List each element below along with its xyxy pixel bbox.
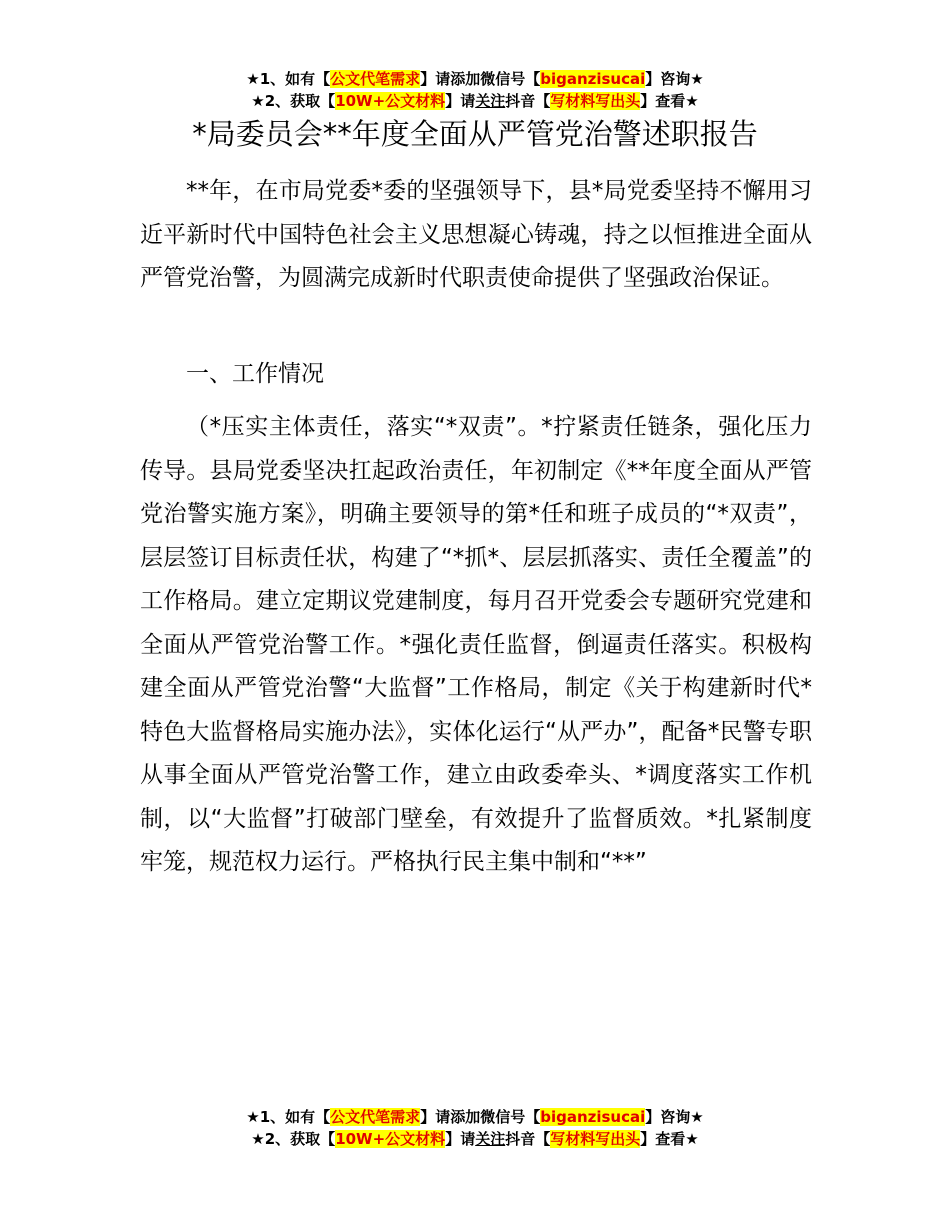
promo-underline: 关注 (475, 92, 506, 110)
promo-highlight: biganzisucai (540, 1108, 646, 1126)
body-paragraph-wrap (140, 406, 812, 885)
section-heading: 一、工作情况 (186, 361, 324, 387)
promo-underline: 关注 (475, 1130, 506, 1148)
promo-highlight: 10W+公文材料 (335, 1130, 446, 1148)
promo-text: 】请 (445, 1130, 476, 1148)
body-paragraph: （*压实主体责任，落实“*双责”。*拧紧责任链条，强化压力传导。县局党委坚决扛起政治责任，年初制定《**年度全面从严管党治警实施方案》，明确主要领导的第*任和班子成员的“*双责”，层层签订目标责任状，构建了“*抓*、层层抓落实、责任全覆盖”的工作格局。建立定期议党建制度，每月召开党委会专题研究党建和全面从严管党治警工作。*强化责任监督，倒逼责任落实。积极构建全面从严管党治警“大监督”工作格局，制定《关于构建新时代*特色大监督格局实施办法》，实体化运行“从严办”，配备*民警专职从事全面从严管党治警工作，建立由政委牵头、*调度落实工作机制，以“大监督”打破部门壁垒，有效提升了监督质效。*扎紧制度牢笼，规范权力运行。严格执行民主集中制和“**” (140, 414, 812, 875)
promo-highlight: 公文代笔需求 (330, 1108, 421, 1126)
promo-text: 】查看★ (640, 1130, 699, 1148)
promo-highlight: biganzisucai (540, 70, 646, 88)
promo-text: 】请 (445, 92, 476, 110)
bottom-promo-banner (0, 1106, 950, 1150)
promo-text: 抖音【 (505, 92, 551, 110)
promo-highlight: 写材料写出头 (550, 92, 641, 110)
promo-text: 】请添加微信号【 (420, 70, 541, 88)
promo-text: 】咨询★ (645, 1108, 704, 1126)
promo-text: ★2、获取【 (251, 1130, 336, 1148)
document-title: *局委员会**年度全面从严管党治警述职报告 (192, 117, 758, 151)
promo-line-2 (0, 90, 950, 112)
top-promo-banner (0, 68, 950, 112)
promo-text: ★2、获取【 (251, 92, 336, 110)
promo-text: 】查看★ (640, 92, 699, 110)
promo-text: ★1、如有【 (246, 1108, 331, 1126)
promo-text: 抖音【 (505, 1130, 551, 1148)
promo-highlight: 10W+公文材料 (335, 92, 446, 110)
promo-highlight: 写材料写出头 (550, 1130, 641, 1148)
section-heading-wrap (140, 353, 812, 397)
promo-highlight: 公文代笔需求 (330, 70, 421, 88)
promo-line-2 (0, 1128, 950, 1150)
promo-text: 】咨询★ (645, 70, 704, 88)
promo-text: ★1、如有【 (246, 70, 331, 88)
intro-paragraph-wrap (140, 170, 812, 301)
intro-paragraph: **年，在市局党委*委的坚强领导下，县*局党委坚持不懈用习近平新时代中国特色社会主义思想凝心铸魂，持之以恒推进全面从严管党治警，为圆满完成新时代职责使命提供了坚强政治保证。 (140, 178, 812, 291)
promo-line-1 (0, 68, 950, 90)
promo-text: 】请添加微信号【 (420, 1108, 541, 1126)
promo-line-1 (0, 1106, 950, 1128)
